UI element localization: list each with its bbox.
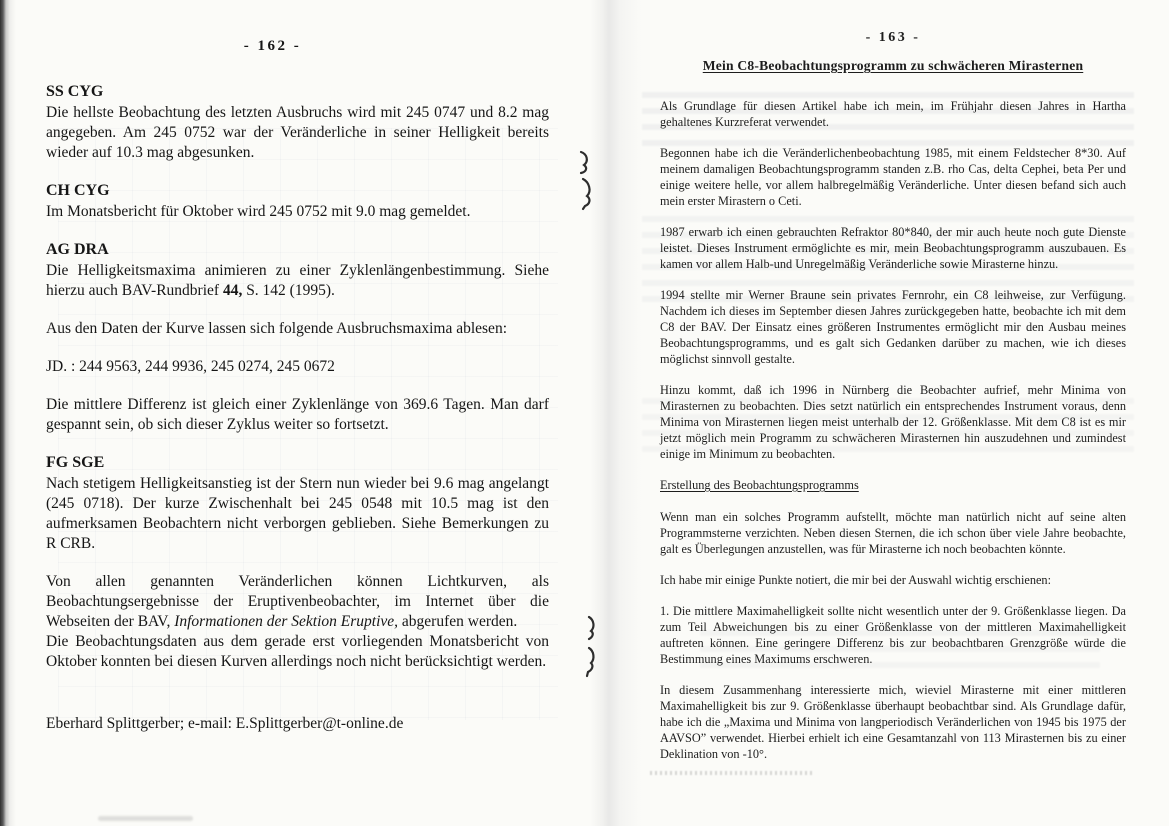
section-heading-ch-cyg: CH CYG <box>46 182 110 199</box>
paragraph: Wenn man ein solches Programm aufstellt, möchte man natürlich nicht auf seine alten Programmsterne verzichten. Neben diesen Sternen, die ich schon über viele Jahre beobachte, galt es Überlegungen anzustellen, was für Mirasterne ich noch beobachten könnte. <box>660 510 1126 556</box>
paragraph-text-italic: Informationen der Sektion Eruptive, <box>174 613 399 630</box>
page-number: - 163 - <box>865 30 921 45</box>
paragraph-jd-values: JD. : 244 9563, 244 9936, 245 0274, 245 0672 <box>46 358 335 375</box>
page-right <box>660 24 1126 777</box>
scan-edge-shadow <box>0 0 16 826</box>
paragraph: 1994 stellte mir Werner Braune sein privates Fernrohr, ein C8 leihweise, zur Verfügung. Nachdem ich dieses im September diesen Jahres zurückgegeben hatte, beobachte ich mit dem C8 der BAV. Der Einsatz eines größeren Instrumentes ermöglicht mir den Ausbau meines Beobachtungsprogramms, und es galt sich Gedanken darüber zu machen, wie ich dieses möglichst sinnvoll gestalte. <box>660 288 1126 366</box>
ink-annotation-mark <box>583 179 590 209</box>
paragraph: Nach stetigem Helligkeitsanstieg ist der Stern nun wieder bei 9.6 mag angelangt (245 0718). Der kurze Zwischenhalt bei 245 0548 mit 10.5 mag ist den aufmerksamen Beobachtern nicht verborgen geblieben. Siehe Bemerkungen zu R CRB. <box>46 475 549 552</box>
page-number: - 162 - <box>243 38 302 54</box>
paragraph: Aus den Daten der Kurve lassen sich folgende Ausbruchsmaxima ablesen: <box>46 320 507 337</box>
section-heading-fg-sge: FG SGE <box>46 454 105 471</box>
paragraph: Im Monatsbericht für Oktober wird 245 0752 mit 9.0 mag gemeldet. <box>46 203 471 220</box>
paragraph: Begonnen habe ich die Veränderlichenbeobachtung 1985, mit einem Feldstecher 8*30. Auf meinem damaligen Beobachtungsprogramm standen z.B. rho Cas, delta Cephei, beta Per und einige weitere helle, vor allem halbregelmäßig Veränderliche. Unter diesen befand sich auch mein erster Mirastern o Ceti. <box>660 146 1126 208</box>
paragraph: Die hellste Beobachtung des letzten Ausbruchs wird mit 245 0747 und 8.2 mag angegeben. Am 245 0752 war der Veränderliche in seiner Helligkeit bereits wieder auf 10.3 mag abgesunken. <box>46 104 549 161</box>
paragraph-text: S. 142 (1995). <box>242 282 335 299</box>
scan-smudge <box>98 816 193 821</box>
paragraph: Als Grundlage für diesen Artikel habe ich mein, im Frühjahr diesen Jahres in Hartha gehaltenes Kurzreferat verwendet. <box>660 99 1126 129</box>
paragraph-text: abgerufen werden. <box>398 613 518 630</box>
paragraph: In diesem Zusammenhang interessierte mich, wieviel Mirasterne mit einer mittleren Maximahelligkeit bis zur 9. Größenklasse überhaupt beobachtbar sind. Als Grundlage dafür, habe ich die „Maxima und Minima von langperiodisch Veränderlichen von 1945 bis 1975 der AAVSO” verwendet. Hierbei erhielt ich eine Gesamtanzahl von 113 Mirasternen bis zu einer Deklination von -10°. <box>660 683 1126 761</box>
section-heading-ss-cyg: SS CYG <box>46 83 104 100</box>
paragraph: Die mittlere Differenz ist gleich einer Zyklenlänge von 369.6 Tagen. Man darf gespannt sein, ob sich dieser Zyklus weiter so fortsetzt. <box>46 396 549 433</box>
signature-line: Eberhard Splittgerber; e-mail: E.Splittgerber@t-online.de <box>46 715 404 732</box>
paragraph <box>46 572 549 632</box>
paragraph: Die Beobachtungsdaten aus dem gerade erst vorliegenden Monatsbericht von Oktober konnten bei diesen Kurven allerdings noch nicht berücksichtigt werden. <box>46 633 549 670</box>
paragraph: 1. Die mittlere Maximahelligkeit sollte nicht wesentlich unter der 9. Größenklasse liegen. Da zum Teil Abweichungen bis zu einer Größenklasse von der mittleren Maximahelligkeit auftreten können. Eine geringere Differenz bis zur beobachtbaren Grenzgröße würde die Bestimmung eines Maximums erschweren. <box>660 604 1126 666</box>
paragraph <box>46 261 549 301</box>
paragraph-text-bold: 44, <box>222 282 243 299</box>
ink-annotation-mark <box>581 152 587 173</box>
paragraph: 1987 erwarb ich einen gebrauchten Refraktor 80*840, der mir auch heute noch gute Dienste leistet. Dieses Instrument ermöglichte es mir, mein Beobachtungsprogramm auszubauen. Es kamen vor allem Halb-und Unregelmäßig Veränderliche sowie Mirasterne hinzu. <box>660 225 1126 271</box>
paragraph-text: Die Helligkeitsmaxima animieren zu einer Zyklenlängenbestimmung. Siehe hierzu auch BAV-Rundbrief <box>46 262 549 299</box>
paragraph: Ich habe mir einige Punkte notiert, die mir bei der Auswahl wichtig erschienen: <box>660 573 1051 587</box>
section-subheading: Erstellung des Beobachtungsprogramms <box>660 478 859 492</box>
article-title: Mein C8-Beobachtungsprogramm zu schwächeren Mirasternen <box>702 58 1084 73</box>
paragraph-text: Von allen genannten Veränderlichen können Lichtkurven, als Beobachtungsergebnisse der Eruptivenbeobachter, im Internet über die Webseiten der BAV, <box>46 573 549 630</box>
section-heading-ag-dra: AG DRA <box>46 241 109 258</box>
page-left <box>46 30 549 752</box>
paragraph: Hinzu kommt, daß ich 1996 in Nürnberg die Beobachter aufrief, mehr Minima von Mirasternen zu beobachten. Dies setzt natürlich ein entsprechendes Instrument voraus, denn Minima von Mirasternen liegen meist unterhalb der 12. Größenklasse. Mit dem C8 ist es mir jetzt möglich mein Programm zu schwächeren Mirasternen hin auszudehnen und zumindest einige im Minimum zu beobachten. <box>660 383 1126 461</box>
gutter-shadow <box>590 0 652 826</box>
